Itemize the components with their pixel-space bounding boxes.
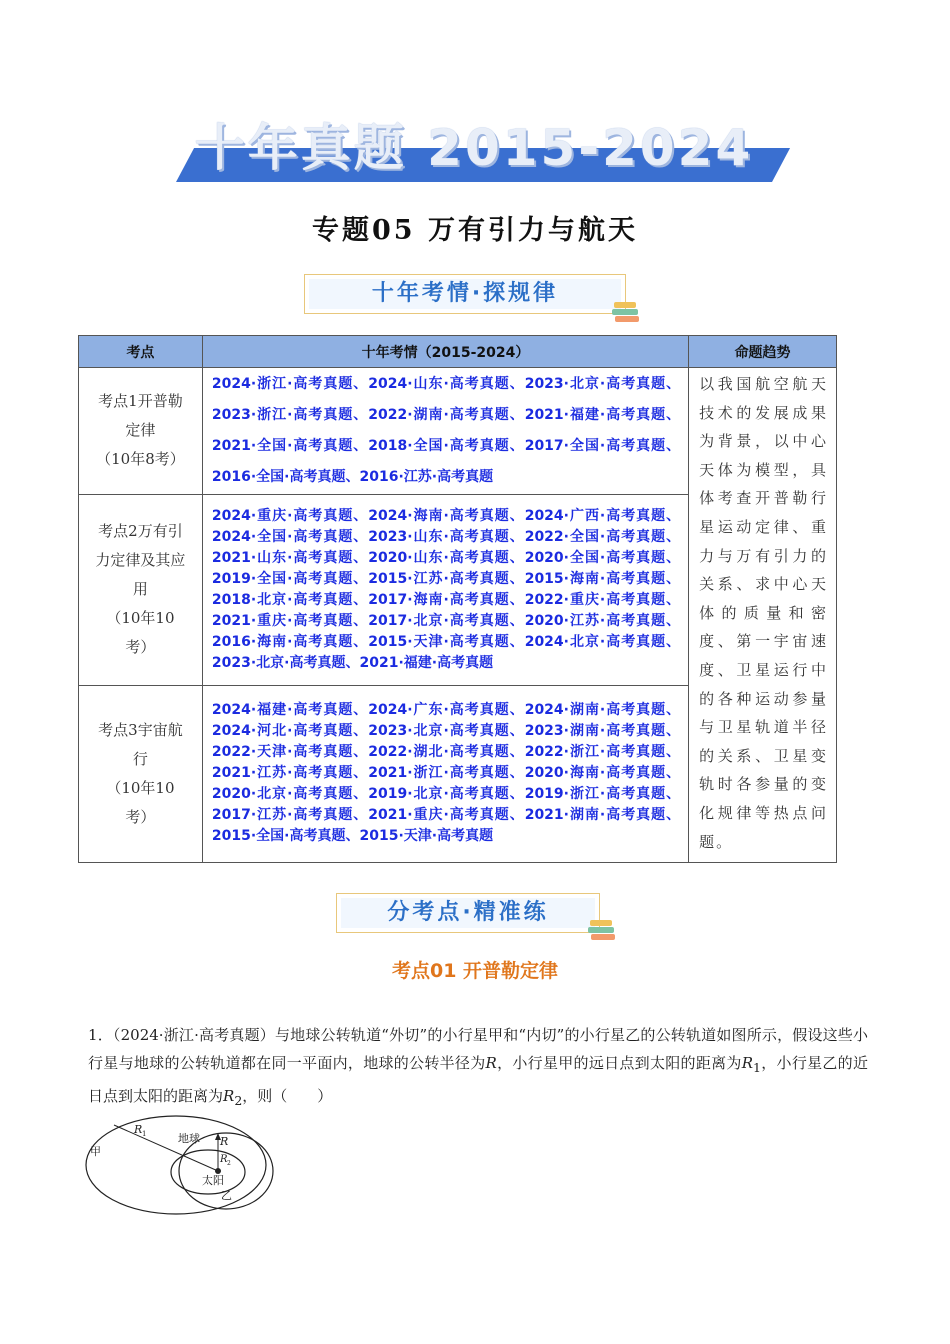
kaodian-cell — [79, 494, 203, 685]
label-r1-sub: 1 — [142, 1130, 147, 1138]
section-heading-practice — [336, 893, 600, 933]
orbit-yi — [171, 1150, 245, 1194]
kaodian-line: （10年10 — [106, 609, 175, 628]
label-r: R — [220, 1135, 229, 1148]
years-cell: 2024·福建·高考真题、2024·广东·高考真题、2024·湖南·高考真题、2024·河北·高考真题、2023·北京·高考真题、2023·湖南·高考真题、2022·天津·高考真题、2022·湖北·高考真题、2022·浙江·高考真题、2021·江苏·高考真题、2021·浙江·高考真题、2020·海南·高考真题、2020·北京·高考真题、2019·北京·高考真题、2019·浙江·高考真题、2017·江苏·高考真题、2021·重庆·高考真题、2021·湖南·高考真题、2015·全国·高考真题、2015·天津·高考真题 — [202, 685, 688, 862]
label-r1: R — [134, 1123, 143, 1136]
kaodian-line: 考点1开普勒 — [98, 392, 183, 411]
kaodian-line: 行 — [132, 749, 148, 768]
years-cell: 2024·浙江·高考真题、2024·山东·高考真题、2023·北京·高考真题、2023·浙江·高考真题、2022·湖南·高考真题、2021·福建·高考真题、2021·全国·高考真题、2018·全国·高考真题、2017·全国·高考真题、2016·全国·高考真题、2016·江苏·高考真题 — [202, 368, 688, 495]
table-row — [79, 368, 837, 495]
kaodian-line: （10年8考） — [96, 450, 185, 469]
header-history: 十年考情（2015-2024） — [202, 336, 688, 368]
question-text: ，小行星甲的远日点到太阳的距离为 — [496, 1054, 742, 1072]
question-text: 与地球公转轨道“外切”的小行星甲和“内切”的小行星乙的公转轨道如图所示，假设这些小行星与地球的公转轨道都在同一平面内，地球的公转半径为 — [88, 1026, 868, 1072]
kaodian-line: 考） — [125, 638, 156, 657]
section-heading-label: 十年考情·探规律 — [309, 279, 621, 309]
symbol-R1: R — [741, 1054, 753, 1072]
banner-title: 十年真题 2015-2024 — [194, 119, 754, 177]
header-trend: 命题趋势 — [689, 336, 837, 368]
orbit-jia — [86, 1116, 266, 1214]
label-sun: 太阳 — [202, 1174, 224, 1187]
question-1 — [88, 1021, 868, 1115]
label-jia: 甲 — [90, 1145, 101, 1158]
kaodian-line: 定律 — [125, 421, 156, 440]
question-text: ，小行星乙的近日点到太阳的距离为 — [88, 1054, 868, 1105]
r1-line — [114, 1125, 218, 1171]
symbol-R2: R — [223, 1087, 235, 1105]
topic-title: 专题05 万有引力与航天 — [312, 215, 638, 246]
label-earth: 地球 — [178, 1132, 200, 1145]
title-banner — [176, 118, 772, 188]
orbit-diagram — [84, 1115, 274, 1215]
question-source: （2024·浙江·高考真题） — [112, 1026, 275, 1044]
section-heading-label: 分考点·精准练 — [341, 898, 595, 928]
question-text: ，则（ ） — [242, 1087, 333, 1105]
kaodian-cell — [79, 368, 203, 495]
exam-stats-table — [78, 335, 837, 863]
symbol-R: R — [485, 1054, 497, 1072]
kaodian-cell — [79, 685, 203, 862]
question-number: 1． — [88, 1026, 113, 1044]
kaodian-line: 考） — [125, 807, 156, 826]
label-yi: 乙 — [221, 1189, 232, 1202]
subscript-2: 2 — [234, 1093, 243, 1108]
header-kaodian: 考点 — [79, 336, 203, 368]
kaodian-line: 考点2万有引 — [98, 522, 183, 541]
subscript-1: 1 — [753, 1060, 761, 1075]
kaodian-line: 用 — [132, 580, 148, 599]
kaodian-line: 考点3宇宙航 — [98, 720, 183, 739]
label-r2: R — [220, 1154, 228, 1165]
kaodian-line: （10年10 — [106, 778, 175, 797]
table-header-row — [79, 336, 837, 368]
label-r2-sub: 2 — [227, 1160, 231, 1167]
kaodian-01-title: 考点01 开普勒定律 — [391, 960, 559, 982]
books-icon — [612, 300, 642, 326]
kaodian-line: 力定律及其应 — [95, 551, 186, 570]
books-icon — [588, 918, 618, 944]
section-heading-trends — [304, 274, 626, 314]
trend-cell: 以我国航空航天技术的发展成果为背景，以中心天体为模型，具体考查开普勒行星运动定律、重力与万有引力的关系、求中心天体的质量和密度、第一宇宙速度、卫星运行中的各种运动参量与卫星轨道半径的关系、卫星变轨时各参量的变化规律等热点问题。 — [689, 368, 837, 863]
years-cell: 2024·重庆·高考真题、2024·海南·高考真题、2024·广西·高考真题、2024·全国·高考真题、2023·山东·高考真题、2022·全国·高考真题、2021·山东·高考真题、2020·山东·高考真题、2020·全国·高考真题、2019·全国·高考真题、2015·江苏·高考真题、2015·海南·高考真题、2018·北京·高考真题、2017·海南·高考真题、2022·重庆·高考真题、2021·重庆·高考真题、2017·北京·高考真题、2020·江苏·高考真题、2016·海南·高考真题、2015·天津·高考真题、2024·北京·高考真题、2023·北京·高考真题、2021·福建·高考真题 — [202, 494, 688, 685]
